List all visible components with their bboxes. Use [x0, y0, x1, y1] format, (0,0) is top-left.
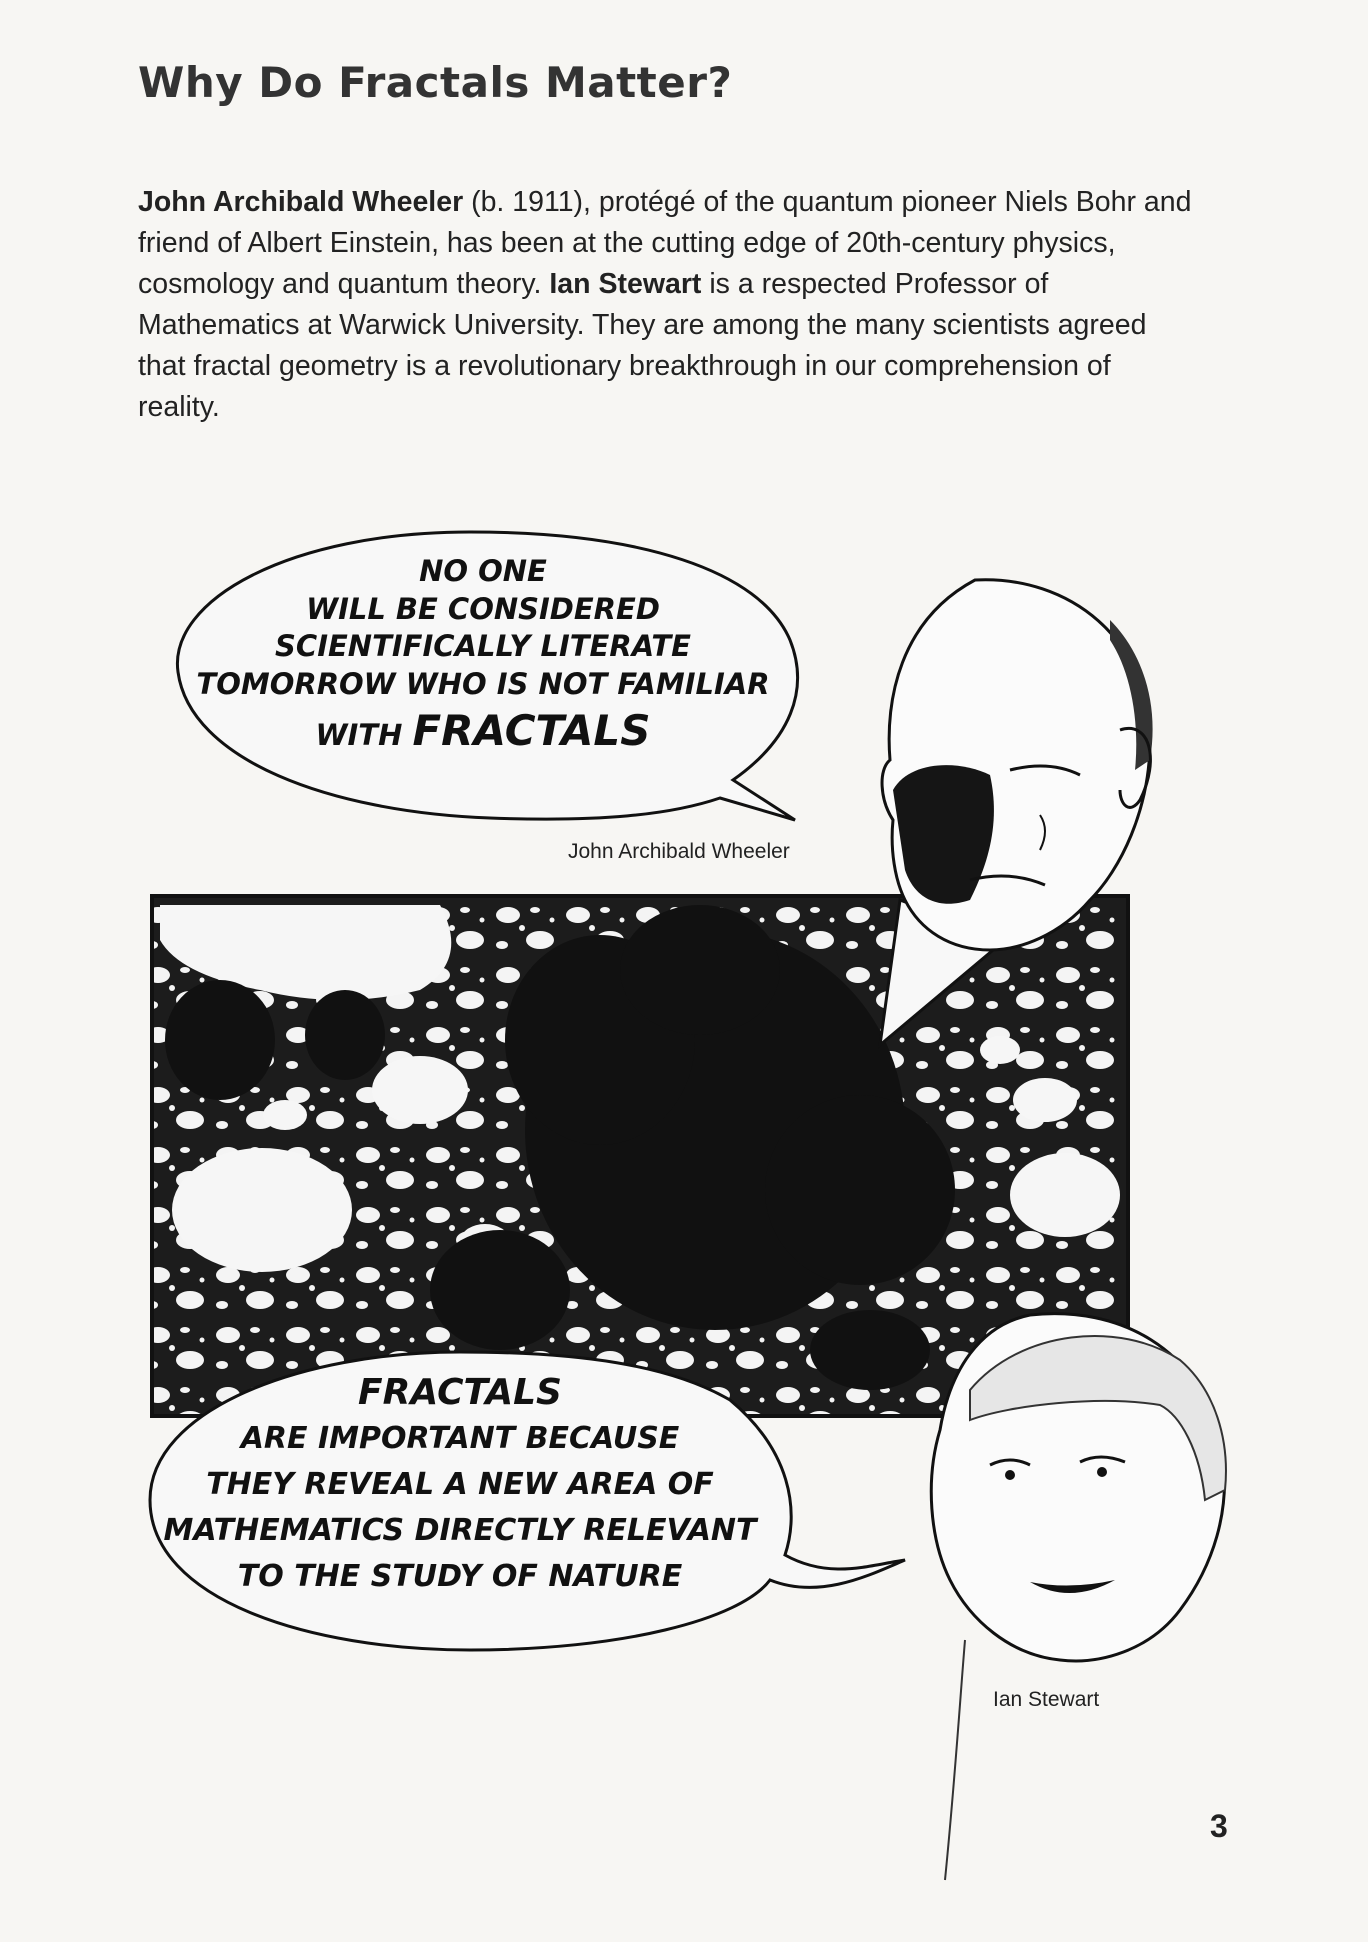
stewart-quote: [150, 1370, 770, 1600]
stewart-quote-line3: THEY REVEAL A NEW AREA OF: [206, 1467, 714, 1502]
wheeler-quote-line4: TOMORROW WHO IS NOT FAMILIAR: [196, 667, 770, 702]
name-wheeler: John Archibald Wheeler: [138, 186, 464, 218]
wheeler-quote: [188, 553, 778, 758]
wheeler-quote-line2: WILL BE CONSIDERED: [306, 591, 660, 626]
intro-text-2: is a respected Professor of Mathematics at Warwick University. They are among the many scientists agreed that fractal geometry is a revolutionary breakthrough in our comprehension of reality.: [138, 268, 1147, 423]
stewart-quote-line2: ARE IMPORTANT BECAUSE: [240, 1421, 680, 1456]
stewart-quote-line1: FRACTALS: [358, 1372, 562, 1413]
wheeler-quote-line5: [188, 704, 778, 759]
stewart-quote-line4: MATHEMATICS DIRECTLY RELEVANT: [163, 1513, 757, 1548]
caption-wheeler: John Archibald Wheeler: [568, 840, 790, 863]
page-title: Why Do Fractals Matter?: [138, 58, 733, 107]
name-stewart: Ian Stewart: [549, 268, 702, 300]
page-number: 3: [1210, 1808, 1228, 1844]
wheeler-quote-with: WITH: [315, 717, 413, 752]
stewart-quote-line5: TO THE STUDY OF NATURE: [237, 1559, 683, 1594]
fractal-panel: [152, 896, 1128, 1416]
wheeler-quote-line3: SCIENTIFICALLY LITERATE: [275, 629, 691, 664]
stewart-portrait: [931, 1314, 1226, 1880]
intro-text-1: (b. 1911), protégé of the quantum pioneer Niels Bohr and friend of Albert Einstein, has been at the cutting edge of 20th-century physics, cosmology and quantum theory.: [138, 186, 1192, 300]
caption-stewart: Ian Stewart: [993, 1688, 1100, 1711]
wheeler-quote-fractals: FRACTALS: [412, 705, 651, 755]
wheeler-quote-line1: NO ONE: [419, 554, 547, 588]
